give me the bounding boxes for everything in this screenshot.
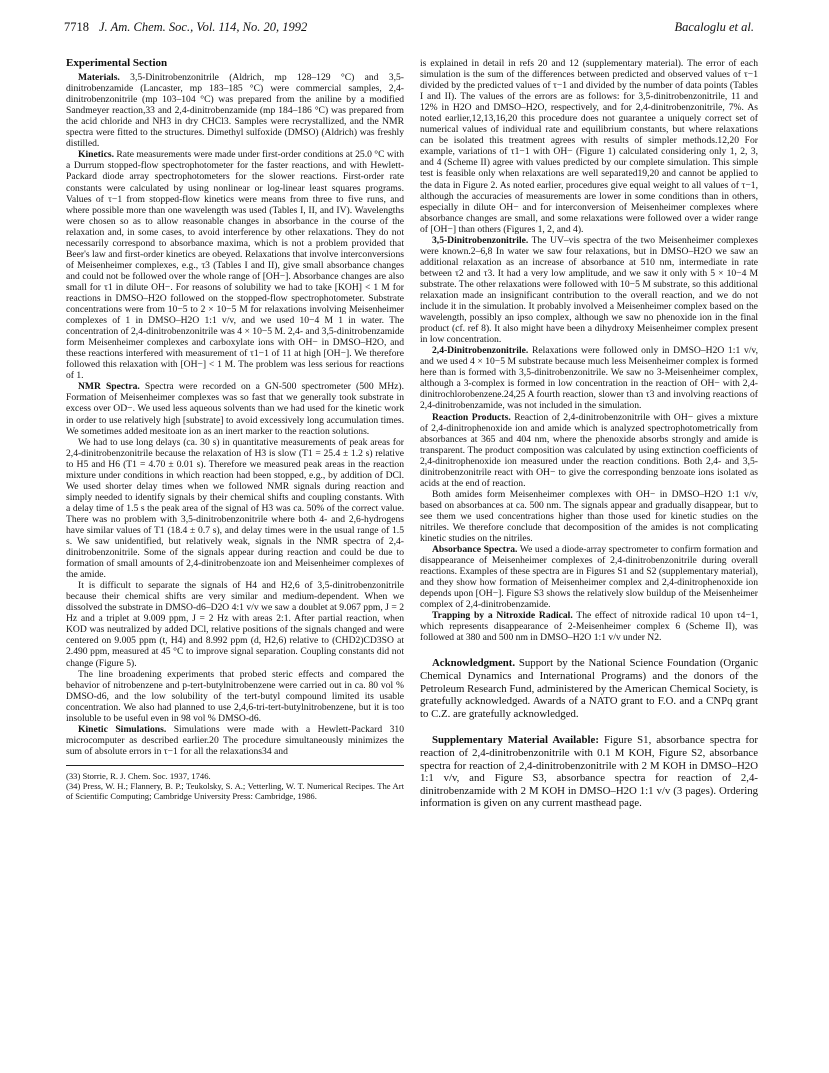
left-paragraphs: [66, 72, 404, 757]
paragraph-text: We used a diode-array spectrometer to confirm formation and disappearance of Meisenheimer complexes of 2,4-dinitrobenzonitrile during overall reactions. Examples of these spectra are in Figures S1 and S2 (supplementary material), and they show how formation of Meisenheimer complex and 2,4-dinitrophenoxide ion depends upon [OH−]. Figure S3 shows the relatively slow buildup of the Meisenheimer complex of 2,4-dinitrobenzamide.: [420, 544, 758, 611]
paragraph: [420, 412, 758, 489]
paragraph: [420, 345, 758, 411]
paragraph: [66, 437, 404, 581]
paragraph-text: We had to use long delays (ca. 30 s) in quantitative measurements of peak areas for 2,4-dinitrobenzonitrile because the relaxation of H3 is slow (T1 = 25.4 ± 1.2 s) relative to H5 and H6 (T1 = 4.70 ± 0.01 s). Therefore we measured peak areas in the reaction mixture under conditions in which reaction had been stopped, e.g., by addition of DCl. We used shorter delay times when we followed NMR signals during reaction and simply needed to identify signals by their chemical shifts and coupling constants. With a delay time of 1.5 s the peak area of the signal of H3 was ca. 50% of the correct value. There was no problem with 3,5-dinitrobenzonitrile where both 4- and 2,6-hydrogens have similar values of T1 (18.4 ± 0.7 s), and delay times were in the usual range of 1.5 s. We saw unidentified, but relatively weak, signals in the NMR spectra of 2,4-dinitrobenzonitrile. Some of the signals appear during reaction and could be due to formation of small amounts of 2,4-dinitrobenzoate ion and Meisenheimer complexes of the amide.: [66, 436, 404, 581]
paragraph-text: Reaction of 2,4-dinitrobenzonitrile with OH− gives a mixture of 2,4-dinitrophenoxide ion and amide which is analyzed spectrophotometrically from absorbances at 365 and 404 nm, where the phenoxide absorbs strongly and amide is transparent. The product composition was calculated by using extinction coefficients of 2,4-dinitrophenoxide ion measured under the reaction conditions. Both 2,4- and 3,5-dinitrobenzonitrile react with OH− to give the corresponding benzoate ions isolated as acids at the end of reaction.: [420, 411, 759, 489]
acknowledgment-text: Support by the National Science Foundation (Organic Chemical Dynamics and International Programs) and the donors of the Petroleum Research Fund, administered by the American Chemical Society, is gratefully acknowledged. Awards of a NATO grant to F.O. and a CNPq grant to C.Z. are gratefully acknowledged.: [420, 657, 758, 720]
paragraph: [420, 58, 758, 235]
paragraph-text: The effect of nitroxide radical 10 upon τ4−1, which represents disappearance of 2-Meisenheimer complex 6 (Scheme II), was followed at 380 and 500 nm in DMSO–H2O 1:1 v/v under N2.: [420, 610, 758, 644]
paragraph-text: The UV–vis spectra of the two Meisenheimer complexes were known.2–6,8 In water we saw four relaxations, but in DMSO–H2O we saw an additional relaxation as an increase of absorbance at 510 nm, intermediate in rate between τ2 and τ3. It had a very low amplitude, and we saw it only with 5 × 10−4 M substrate. The other relaxations were followed with 10−5 M substrate, so this additional relaxation made an insignificant contribution to the overall reaction, and we do not include it in the simulation. It probably involved a Meisenheimer complex based on the wavelength, possibly an ipso complex, although we saw no phenoxide ion in the final product (cf. ref 8). It also might have been a dihydroxy Meisenheimer complex present in low concentration.: [420, 234, 758, 346]
run-in-heading: Kinetics.: [78, 149, 114, 161]
right-column: [420, 58, 758, 810]
section-title: Experimental Section: [66, 57, 168, 69]
footnote: (33) Storrie, R. J. Chem. Soc. 1937, 1746.: [66, 770, 211, 781]
paragraph: [420, 544, 758, 610]
run-in-heading: 3,5-Dinitrobenzonitrile.: [432, 234, 529, 246]
running-head-authors: Bacaloglu et al.: [674, 20, 754, 34]
paragraph: [66, 381, 404, 436]
paragraph-text: Both amides form Meisenheimer complexes with OH− in DMSO–H2O 1:1 v/v, based on absorbances at ca. 500 nm. The signals appear and gradually disappear, but to see them we used concentrations higher than those used for kinetic studies on the nitriles. We therefore conclude that decomposition of the amides is not complicating kinetic studies on the nitriles.: [420, 488, 758, 545]
supplementary-head: Supplementary Material Available:: [432, 734, 599, 747]
footnote: (34) Press, W. H.; Flannery, B. P.; Teukolsky, S. A.; Vetterling, W. T. Numerical Recipes. The Art of Scientific Computing; Cambridge University Press: Cambridge, 1986.: [66, 780, 404, 801]
paragraph: [420, 235, 758, 345]
paragraph: [420, 489, 758, 544]
run-in-heading: Absorbance Spectra.: [432, 544, 518, 556]
paragraph: [66, 669, 404, 724]
left-column: [66, 58, 404, 801]
page-header: [64, 20, 754, 36]
paragraph-text: Rate measurements were made under first-order conditions at 25.0 °C with a Durrum stopped-flow spectrophotometer for the faster reactions, and with Hewlett-Packard diode array spectrophotometers for the slower reactions. First-order rate constants were calculated by using nonlinear or log-linear least squares programs. Values of τ−1 from stopped-flow kinetics were means from three to five runs, and where possible more than one wavelength was used (Tables I, II, and IV). Wavelengths were chosen so as to allow reasonable changes in absorbance in the course of the relaxation and, in some cases, to avoid interference by other relaxations. They do not necessarily correspond to absorbance maxima, which is not a problem provided that Beer's law and first-order kinetics are obeyed. Relaxations that involve interconversions of Meisenheimer complexes, e.g., τ3 (Tables I and II), give small absorbance changes and could not be followed over the whole range of [OH−]. Absorbance changes are also small for τ1 in dilute OH−. For reasons of solubility we had to take [KOH] < 1 M for reactions in DMSO–H2O followed on the stopped-flow spectrophotometer. Substrate concentrations were from 10−5 to 2 × 10−5 M for relaxations involving Meisenheimer complexes of 1 in DMSO–H2O 1:1 v/v, and we used 10−4 M 1 in water. The concentration of 2,4-dinitrobenzonitrile was 4 × 10−5 M. 2,4- and 3,5-dinitrobenzamide form Meisenheimer complexes and carboxylate ions with OH− in DMSO–H2O, and these reactions interfered with measurement of τ1−1 of 11 at high [OH−]. We therefore followed this relaxation with [OH−] < 1 M. The problem was less serious for reactions of 1.: [66, 149, 404, 382]
paragraph: [66, 724, 404, 757]
run-in-heading: NMR Spectra.: [78, 381, 140, 393]
paragraph-text: is explained in detail in refs 20 and 12 (supplementary material). The error of each simulation is the sum of the differences between predicted and observed values of τ−1 divided by the predicted values of τ−1 and divided by the number of data points (Tables I and II). The values of the errors are as follows: for 3,5-dinitrobenzonitrile, 11 and 12% in H2O and DMSO–H2O, respectively, and for 2,4-dinitrobenzonitrile, 7%. As noted earlier,12,13,16,20 this procedure does not guarantee a uniquely correct set of numerical values of individual rate and equilibrium constants, but where relaxations can be isolated this treatment agrees with results of simpler methods.12,20 For example, variations of τ1−1 with OH− (Figure 1) calculated considering only 1, 2, 3, and 4 (Scheme II) agree with values predicted by our complete simulation. This simple test is feasible only when relaxations are well separated19,20 and cannot be applied to the data in Figure 2. As noted earlier, procedures give equal weight to all values of τ−1, although the accuracies of measurements are lower in some conditions than in others, especially in dilute OH− and for interconversion of Meisenheimer complexes where absorbance changes are small, and some relaxations were followed over a wider range of [OH−] than others (Figures 1, 2, and 4).: [420, 58, 758, 235]
page-number: 7718: [64, 20, 89, 34]
run-in-heading: Trapping by a Nitroxide Radical.: [432, 610, 573, 622]
paragraph-text: 3,5-Dinitrobenzonitrile (Aldrich, mp 128–129 °C) and 3,5-dinitrobenzamide (Lancaster, mp 183–185 °C) were commercial samples, 2,4-dinitrobenzonitrile (mp 103–104 °C) was prepared from the aniline by a modified Sandmeyer reaction,33 and 2,4-dinitrobenzamide (mp 184–186 °C) was prepared from the acid chloride and NH3 in dry CHCl3. Samples were recrystallized, and the NMR spectra were fitted to the structures. Dimethyl sulfoxide (DMSO) (Aldrich) was freshly distilled.: [66, 72, 404, 150]
paragraph: [66, 149, 404, 381]
run-in-heading: Kinetic Simulations.: [78, 723, 167, 735]
paragraph-text: It is difficult to separate the signals of H4 and H2,6 of 3,5-dinitrobenzonitrile because their chemical shifts are very similar and medium-dependent. When we dissolved the substrate in DMSO-d6–D2O 4:1 v/v we saw a doublet at 9.067 ppm, J = 2 Hz and a triplet at 9.009 ppm, J = 2 Hz with areas 2:1. After partial reaction, when KOD was neutralized by added DCl, relative positions of the signals changed and were centered on 9.005 ppm (t, H4) and 8.992 ppm (d, H2,6) relative to (CHD2)CD3SO at 2.490 ppm, measured at 45 °C to improve signal separation. Coupling constants did not change (Figure 5).: [66, 580, 404, 669]
paragraph-text: Simulations were made with a Hewlett-Packard 310 microcomputer as described earlier.20 The procedure simultaneously minimizes the sum of absolute errors in τ−1 for all the relaxations34 and: [66, 723, 404, 757]
run-in-heading: Reaction Products.: [432, 411, 511, 423]
page-header-left: [64, 20, 307, 35]
paragraph-text: Relaxations were followed only in DMSO–H2O 1:1 v/v, and we used 4 × 10−5 M substrate because much less Meisenheimer complex is formed here than is formed with 3,5-dinitrobenzonitrile. We saw no 3-Meisenheimer complex, although a 3-complex is formed in low concentration in the reaction of OH− with 2,4-dinitrochlorobenzene.24,25 A fourth reaction, slower than τ3 and involving reactions of 2,4-dinitrobenzamide, was not included in the simulation.: [420, 345, 758, 412]
paragraph: [66, 72, 404, 149]
acknowledgment: [420, 657, 758, 720]
paragraph: [420, 610, 758, 643]
paragraph-text: Spectra were recorded on a GN-500 spectrometer (500 MHz). Formation of Meisenheimer complexes was so fast that we generally took substrate in excess over OD−. We used less aqueous solvents than we had used for the kinetic work in order to use relatively high [substrate] to avoid excessively long accumulation times. We sometimes added mesitoate ion as an inert marker to the reaction solutions.: [66, 381, 404, 437]
supplementary-material: [420, 734, 758, 810]
paragraph-text: The line broadening experiments that probed steric effects and compared the behavior of nitrobenzene and p-tert-butylnitrobenzene were carried out in ca. 80 vol % DMSO-d6, and the low solubility of the tert-butyl compound limited its usable concentration. We also had planned to use 2,4,6-tri-tert-butylnitrobenzene, but it is too insoluble to be useful even in 98 vol % DMSO-d6.: [66, 668, 404, 724]
right-paragraphs: [420, 58, 758, 643]
footnotes: [66, 765, 404, 801]
journal-citation: J. Am. Chem. Soc., Vol. 114, No. 20, 1992: [99, 20, 308, 34]
acknowledgment-head: Acknowledgment.: [432, 657, 516, 670]
supplementary-text: Figure S1, absorbance spectra for reaction of 2,4-dinitrobenzonitrile with 0.1 M KOH, Figure S2, absorbance spectra for reaction of 2,4-dinitrobenzonitrile with 2 M KOH in DMSO–H2O 1:1 v/v, and Figure S3, absorbance spectra for reaction of 2,4-dinitrobenzamide with 2 M KOH in DMSO–H2O 1:1 v/v (3 pages). Ordering information is given on any current masthead page.: [420, 734, 759, 810]
run-in-heading: Materials.: [78, 72, 120, 84]
run-in-heading: 2,4-Dinitrobenzonitrile.: [432, 345, 529, 357]
paragraph: [66, 580, 404, 668]
